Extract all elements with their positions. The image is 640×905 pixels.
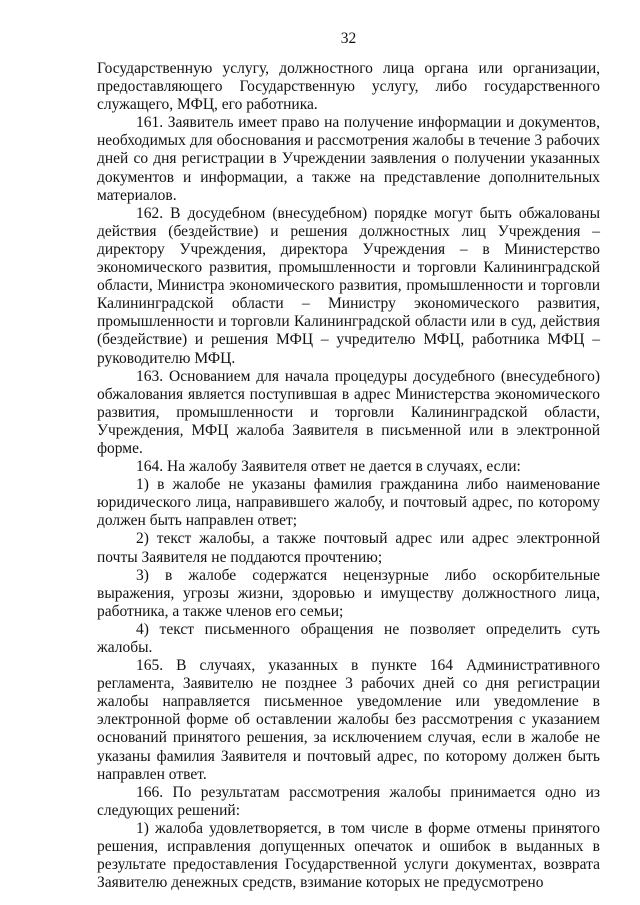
paragraph-165: 165. В случаях, указанных в пункте 164 Административного регламента, Заявителю не позднее 3 рабочих дней со дня регистрации жалобы направляется письменное уведомление или уведомление в электронной форме об оставлении жалобы без рассмотрения с указанием оснований принятого решения, за исключением случая, если в жалобе не указаны фамилия Заявителя и почтовый адрес, по которому должен быть направлен ответ. xyxy=(97,657,600,783)
paragraph-161: 161. Заявитель имеет право на получение информации и документов, необходимых для обоснования и рассмотрения жалобы в течение 3 рабочих дней со дня регистрации в Учреждении заявления о получении указанных документов и информации, а также на представление дополнительных материалов. xyxy=(97,114,600,204)
document-page xyxy=(97,0,600,905)
paragraph-166-item-1: 1) жалоба удовлетворяется, в том числе в форме отмены принятого решения, исправления допущенных опечаток и ошибок в выданных в результате предоставления Государственной услуги документах, возврата Заявителю денежных средств, взимание которых не предусмотрено xyxy=(97,819,600,892)
document-body xyxy=(97,60,600,892)
page-number: 32 xyxy=(340,30,357,47)
paragraph-continuation: Государственную услугу, должностного лица органа или организации, предоставляющего Государственную услугу, либо государственного служащего, МФЦ, его работника. xyxy=(97,60,600,114)
paragraph-164-item-4: 4) текст письменного обращения не позволяет определить суть жалобы. xyxy=(97,620,600,656)
paragraph-166: 166. По результатам рассмотрения жалобы принимается одно из следующих решений: xyxy=(97,783,600,819)
paragraph-164: 164. На жалобу Заявителя ответ не дается в случаях, если: xyxy=(136,458,521,476)
paragraph-164-item-1: 1) в жалобе не указаны фамилия гражданина либо наименование юридического лица, направившего жалобу, и почтовый адрес, по которому должен быть направлен ответ; xyxy=(97,476,600,530)
paragraph-164-item-3: 3) в жалобе содержатся нецензурные либо оскорбительные выражения, угрозы жизни, здоровью и имуществу должностного лица, работника, а также членов его семьи; xyxy=(97,566,600,620)
paragraph-163: 163. Основанием для начала процедуры досудебного (внесудебного) обжалования является поступившая в адрес Министерства экономического развития, промышленности и торговли Калининградской области, Учреждения, МФЦ жалоба Заявителя в письменной или в электронной форме. xyxy=(97,367,600,457)
paragraph-164-item-2: 2) текст жалобы, а также почтовый адрес или адрес электронной почты Заявителя не поддаются прочтению; xyxy=(97,530,600,566)
paragraph-162: 162. В досудебном (внесудебном) порядке могут быть обжалованы действия (бездействие) и решения должностных лиц Учреждения – директору Учреждения, директора Учреждения – в Министерство экономического развития, промышленности и торговли Калининградской области, Министра экономического развития, промышленности и торговли Калининградской области – Министру экономического развития, промышленности и торговли Калининградской области или в суд, действия (бездействие) и решения МФЦ – учредителю МФЦ, работника МФЦ – руководителю МФЦ. xyxy=(97,204,600,367)
